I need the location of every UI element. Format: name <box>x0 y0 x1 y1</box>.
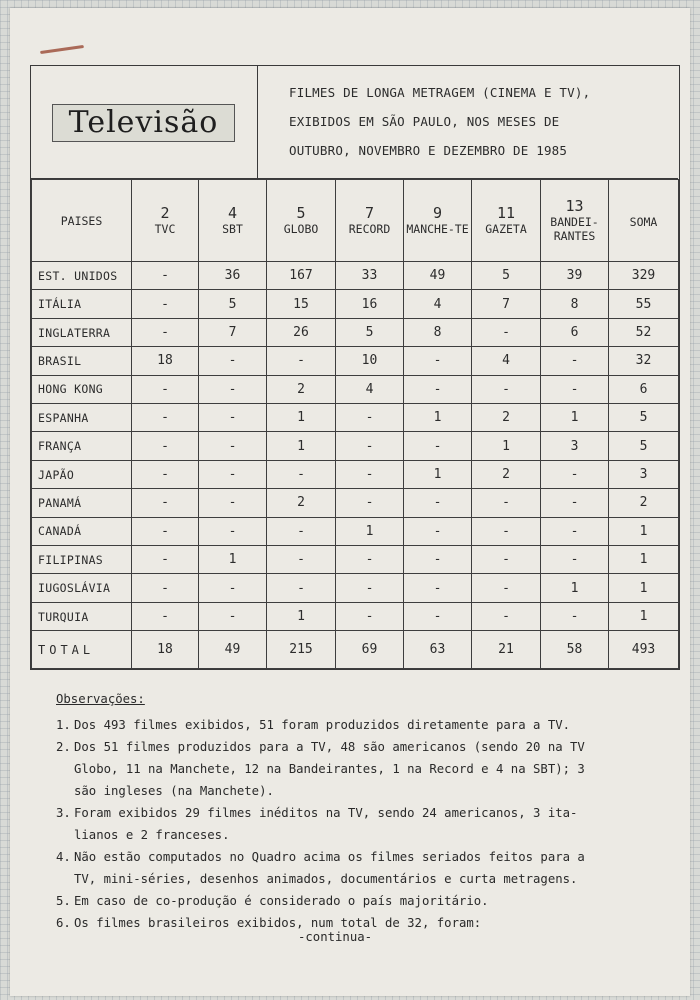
value-cell: - <box>404 546 472 574</box>
country-header: PAISES <box>32 180 132 262</box>
value-cell: 7 <box>472 290 541 318</box>
observation-number: 2. <box>56 740 71 754</box>
channel-label: GAZETA <box>485 221 527 236</box>
channel-label: TVC <box>154 221 176 236</box>
value-cell: 52 <box>609 318 679 346</box>
value-cell: - <box>267 347 336 375</box>
value-cell: 7 <box>199 318 267 346</box>
value-cell: 21 <box>472 631 541 669</box>
observations-title: Observações: <box>56 692 145 706</box>
table-row <box>32 318 679 346</box>
country-cell: INGLATERRA <box>32 318 132 346</box>
value-cell: - <box>132 318 199 346</box>
channel-label: BANDEI-RANTES <box>550 214 599 243</box>
channel-label: MANCHE-TE <box>406 221 469 236</box>
value-cell: - <box>132 517 199 545</box>
value-cell: 32 <box>609 347 679 375</box>
value-cell: 55 <box>609 290 679 318</box>
observation-item <box>56 890 676 912</box>
value-cell: 49 <box>199 631 267 669</box>
observation-number: 3. <box>56 806 71 820</box>
value-cell: - <box>472 318 541 346</box>
column-header <box>132 180 199 262</box>
value-cell: - <box>132 290 199 318</box>
value-cell: 2 <box>267 489 336 517</box>
value-cell: - <box>336 546 404 574</box>
value-cell: - <box>132 489 199 517</box>
country-cell: ITÁLIA <box>32 290 132 318</box>
value-cell: - <box>199 347 267 375</box>
value-cell: 1 <box>267 432 336 460</box>
value-cell: 2 <box>472 460 541 488</box>
observation-text: Em caso de co-produção é considerado o país majoritário. <box>74 894 489 908</box>
value-cell: 2 <box>267 375 336 403</box>
observation-text: Dos 51 filmes produzidos para a TV, 48 são americanos (sendo 20 na TV Globo, 11 na Manchete, 12 na Bandeirantes, 1 na Record e 4 na SBT); 3 são ingleses (na Manchete). <box>74 740 585 798</box>
table-row <box>32 347 679 375</box>
value-cell: - <box>336 432 404 460</box>
table-header-row <box>32 180 679 262</box>
value-cell: 6 <box>609 375 679 403</box>
channel-number: 4 <box>227 203 238 222</box>
value-cell: - <box>541 517 609 545</box>
value-cell: - <box>132 432 199 460</box>
value-cell: - <box>267 574 336 602</box>
value-cell: - <box>336 602 404 630</box>
value-cell: - <box>541 375 609 403</box>
value-cell: - <box>132 375 199 403</box>
value-cell: - <box>199 432 267 460</box>
value-cell: - <box>541 602 609 630</box>
observation-number: 4. <box>56 850 71 864</box>
value-cell: 2 <box>472 404 541 432</box>
country-cell: ESPANHA <box>32 404 132 432</box>
value-cell: - <box>541 460 609 488</box>
value-cell: 39 <box>541 262 609 290</box>
value-cell: 5 <box>472 262 541 290</box>
value-cell: 5 <box>609 432 679 460</box>
value-cell: - <box>541 347 609 375</box>
table-row <box>32 574 679 602</box>
value-cell: 18 <box>132 631 199 669</box>
value-cell: - <box>199 489 267 517</box>
country-cell: JAPÃO <box>32 460 132 488</box>
table-row <box>32 375 679 403</box>
value-cell: - <box>404 602 472 630</box>
value-cell: 1 <box>267 602 336 630</box>
value-cell: 1 <box>541 574 609 602</box>
value-cell: - <box>132 602 199 630</box>
country-cell: FILIPINAS <box>32 546 132 574</box>
value-cell: - <box>472 489 541 517</box>
value-cell: 16 <box>336 290 404 318</box>
value-cell: 63 <box>404 631 472 669</box>
value-cell: 18 <box>132 347 199 375</box>
value-cell: - <box>404 489 472 517</box>
value-cell: 58 <box>541 631 609 669</box>
channel-number: 5 <box>296 203 306 222</box>
channel-number: 11 <box>496 203 516 222</box>
table-row <box>32 460 679 488</box>
country-cell: CANADÁ <box>32 517 132 545</box>
value-cell: 1 <box>404 404 472 432</box>
pen-mark <box>40 45 84 54</box>
value-cell: - <box>541 489 609 517</box>
value-cell: 4 <box>404 290 472 318</box>
value-cell: 8 <box>404 318 472 346</box>
value-cell: 1 <box>609 546 679 574</box>
observation-number: 5. <box>56 894 71 908</box>
value-cell: - <box>404 432 472 460</box>
channel-number: 7 <box>364 203 375 222</box>
value-cell: - <box>472 517 541 545</box>
channel-number: 13 <box>565 196 584 215</box>
total-row <box>32 631 679 669</box>
value-cell: - <box>404 375 472 403</box>
report-header <box>31 66 678 179</box>
value-cell: 3 <box>609 460 679 488</box>
value-cell: 5 <box>336 318 404 346</box>
country-cell: TOTAL <box>32 631 132 669</box>
observation-item <box>56 714 676 736</box>
value-cell: 6 <box>541 318 609 346</box>
value-cell: 167 <box>267 262 336 290</box>
observation-item <box>56 846 676 890</box>
country-cell: TURQUIA <box>32 602 132 630</box>
value-cell: - <box>472 574 541 602</box>
televisao-logo: Televisão <box>52 104 235 142</box>
headline-line: OUTUBRO, NOVEMBRO E DEZEMBRO DE 1985 <box>289 143 568 158</box>
channel-number: 9 <box>432 203 443 222</box>
value-cell: 26 <box>267 318 336 346</box>
headline-line: EXIBIDOS EM SÃO PAULO, NOS MESES DE <box>289 114 560 129</box>
value-cell: - <box>404 574 472 602</box>
value-cell: - <box>199 517 267 545</box>
value-cell: 8 <box>541 290 609 318</box>
table-row <box>32 489 679 517</box>
value-cell: - <box>199 574 267 602</box>
value-cell: - <box>336 489 404 517</box>
value-cell: - <box>267 517 336 545</box>
value-cell: 215 <box>267 631 336 669</box>
document-page <box>10 8 690 996</box>
observations <box>56 688 676 934</box>
value-cell: - <box>132 460 199 488</box>
value-cell: - <box>132 574 199 602</box>
channel-label: SBT <box>222 221 243 236</box>
value-cell: 10 <box>336 347 404 375</box>
table-row <box>32 517 679 545</box>
value-cell: 4 <box>472 347 541 375</box>
value-cell: - <box>199 375 267 403</box>
column-header <box>472 180 541 262</box>
value-cell: 1 <box>609 602 679 630</box>
value-cell: - <box>472 375 541 403</box>
value-cell: - <box>267 546 336 574</box>
country-cell: HONG KONG <box>32 375 132 403</box>
country-cell: BRASIL <box>32 347 132 375</box>
column-header <box>199 180 267 262</box>
country-cell: EST. UNIDOS <box>32 262 132 290</box>
column-header <box>336 180 404 262</box>
country-cell: IUGOSLÁVIA <box>32 574 132 602</box>
value-cell: 329 <box>609 262 679 290</box>
country-cell: PANAMÁ <box>32 489 132 517</box>
value-cell: 1 <box>267 404 336 432</box>
channel-number: 2 <box>160 203 170 222</box>
value-cell: 5 <box>609 404 679 432</box>
table-row <box>32 290 679 318</box>
value-cell: 1 <box>609 517 679 545</box>
value-cell: 1 <box>472 432 541 460</box>
value-cell: - <box>267 460 336 488</box>
column-header <box>541 180 609 262</box>
observation-text: Não estão computados no Quadro acima os filmes seriados feitos para a TV, mini-séries, desenhos animados, documentários e curta metragens. <box>74 850 585 886</box>
table-row <box>32 602 679 630</box>
value-cell: 493 <box>609 631 679 669</box>
value-cell: 15 <box>267 290 336 318</box>
value-cell: - <box>404 347 472 375</box>
value-cell: 1 <box>541 404 609 432</box>
value-cell: - <box>199 602 267 630</box>
value-cell: - <box>132 262 199 290</box>
value-cell: - <box>336 404 404 432</box>
value-cell: 69 <box>336 631 404 669</box>
observation-text: Dos 493 filmes exibidos, 51 foram produzidos diretamente para a TV. <box>74 718 571 732</box>
column-header <box>609 180 679 262</box>
value-cell: - <box>132 404 199 432</box>
films-table <box>31 179 679 669</box>
observation-number: 1. <box>56 718 71 732</box>
value-cell: - <box>336 574 404 602</box>
table-row <box>32 432 679 460</box>
observation-number: 6. <box>56 916 71 930</box>
value-cell: - <box>472 602 541 630</box>
table-row <box>32 546 679 574</box>
column-header <box>404 180 472 262</box>
headline-line: FILMES DE LONGA METRAGEM (CINEMA E TV), <box>289 85 591 100</box>
value-cell: - <box>541 546 609 574</box>
country-cell: FRANÇA <box>32 432 132 460</box>
observation-item <box>56 736 676 802</box>
channel-label: GLOBO <box>283 221 319 236</box>
value-cell: 36 <box>199 262 267 290</box>
report-frame <box>30 65 680 670</box>
value-cell: 5 <box>199 290 267 318</box>
value-cell: 4 <box>336 375 404 403</box>
value-cell: - <box>199 460 267 488</box>
value-cell: 1 <box>404 460 472 488</box>
report-headline <box>289 78 674 165</box>
value-cell: 49 <box>404 262 472 290</box>
continua-label: -continua- <box>298 930 373 944</box>
value-cell: 3 <box>541 432 609 460</box>
value-cell: 1 <box>199 546 267 574</box>
value-cell: 1 <box>609 574 679 602</box>
table-row <box>32 404 679 432</box>
value-cell: - <box>336 460 404 488</box>
channel-label: SOMA <box>629 214 658 229</box>
observation-text: Os filmes brasileiros exibidos, num total de 32, foram: <box>74 916 482 930</box>
channel-label: RECORD <box>348 221 391 236</box>
value-cell: - <box>404 517 472 545</box>
value-cell: - <box>199 404 267 432</box>
logo-cell <box>31 66 258 178</box>
observation-text: Foram exibidos 29 filmes inéditos na TV, sendo 24 americanos, 3 ita- lianos e 2 franceses. <box>74 806 578 842</box>
value-cell: 2 <box>609 489 679 517</box>
value-cell: 1 <box>336 517 404 545</box>
value-cell: - <box>132 546 199 574</box>
value-cell: 33 <box>336 262 404 290</box>
column-header <box>267 180 336 262</box>
value-cell: - <box>472 546 541 574</box>
observation-item <box>56 802 676 846</box>
table-row <box>32 262 679 290</box>
